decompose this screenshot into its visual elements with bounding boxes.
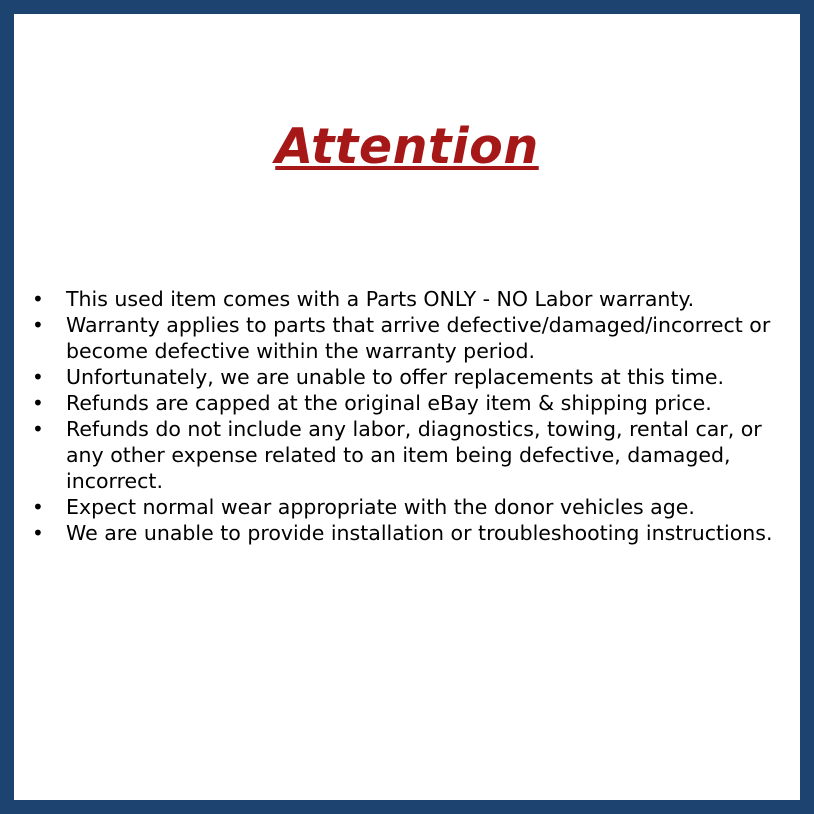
bullet-icon: • [32, 313, 44, 337]
list-item-text: Unfortunately, we are unable to offer replacements at this time. [66, 365, 724, 389]
bullet-icon: • [32, 417, 44, 441]
bullet-icon: • [32, 495, 44, 519]
bullet-icon: • [32, 391, 44, 415]
warranty-terms-list [14, 286, 786, 546]
list-item-text: Refunds do not include any labor, diagnostics, towing, rental car, or any other expense related to an item being defective, damaged, incorrect. [66, 417, 762, 493]
list-item-text: Warranty applies to parts that arrive defective/damaged/incorrect or become defective within the warranty period. [66, 313, 771, 363]
list-item-text: This used item comes with a Parts ONLY - NO Labor warranty. [66, 287, 695, 311]
notice-page [14, 14, 800, 800]
list-item [14, 286, 786, 312]
list-item-text: We are unable to provide installation or troubleshooting instructions. [66, 521, 773, 545]
page-title: Attention [275, 118, 539, 175]
list-item-text: Refunds are capped at the original eBay item & shipping price. [66, 391, 712, 415]
list-item [14, 494, 786, 520]
bullet-icon: • [32, 287, 44, 311]
bullet-icon: • [32, 521, 44, 545]
list-item [14, 416, 786, 494]
list-item-text: Expect normal wear appropriate with the donor vehicles age. [66, 495, 695, 519]
list-item [14, 390, 786, 416]
list-item [14, 364, 786, 390]
bullet-icon: • [32, 365, 44, 389]
list-item [14, 312, 786, 364]
list-item [14, 520, 786, 546]
